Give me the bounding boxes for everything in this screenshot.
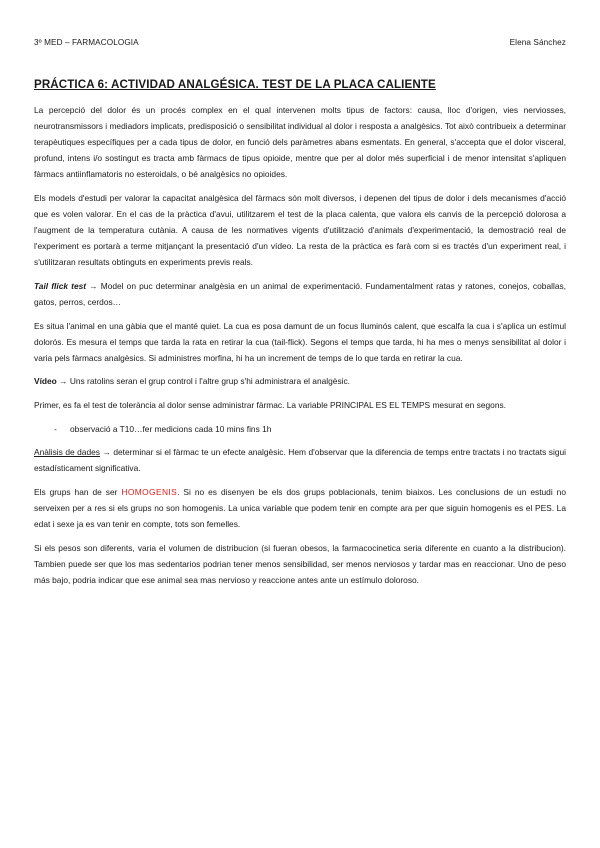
tail-flick-term: Tail flick test [34, 280, 87, 291]
tail-flick-text: → Model on puc determinar analgèsia en un animal de experimentació. Fundamentalment ratas y ratones, conejos, coballas, gatos, perros, cerdos… [34, 280, 566, 308]
page-title: PRÁCTICA 6: ACTIVIDAD ANALGÉSICA. TEST DE LA PLACA CALIENTE [34, 78, 436, 91]
video-text: → Uns ratolins seran el grup control i l'altre grup s'hi administrara el analgèsic. [56, 376, 351, 387]
paragraph-intro: La percepció del dolor és un procés complex en el qual intervenen molts tipus de factors: causa, lloc d'origen, vies nerviosses, neurotransmissors i mediadors implicats, predisposició o sensibilitat individual al dolor i resposta a analgèsics. Tot això contribueix a determinar terapèutiques específiques per a cada tipus de dolor, en funció dels paràmetres abans esmentats. En general, s'accepta que el dolor visceral, profund, intens i/o sostingut es tracta amb fàrmacs de tipus opioide, mentre que per al dolor més superficial i de menor intensitat s'apliquen fàrmacs antiinflamatoris no esteroidals, o bé analgèsics no opioides. [34, 105, 566, 180]
paragraph-tail-flick [34, 278, 566, 310]
author-name: Elena Sánchez [509, 38, 566, 47]
paragraph-procedure: Es situa l'animal en una gàbia que el manté quiet. La cua es posa damunt de un focus lluminós calent, que escalfa la cua i s'aplica un estímul dolorós. Es mesura el temps que tarda la rata en retirar la cua (tail-flick). Segons el temps que tarda, hi ha mes o menys sensibilitat al dolor i varia pels fàrmacs analgèsics. Si administres morfina, hi ha un increment de temps de lo que tarda en retirar la cua. [34, 320, 566, 363]
paragraph-tolerance: Primer, es fa el test de tolerància al dolor sense administrar fàrmac. La variable PRINCIPAL ES EL TEMPS mesurat en segons. [34, 400, 506, 410]
course-label: 3º MED – FARMACOLOGIA [34, 38, 139, 47]
bullet-text: observació a T10…fer medicions cada 10 mins fins 1h [70, 423, 272, 434]
bullet-item [34, 421, 566, 437]
paragraph-weights: Si els pesos son diferents, varia el volumen de distribucion (si fueran obesos, la farmacocinetica seria diferente en cuanto a la distribucion). Tambien puede ser que los mas sedentarios podrian tener menos sensibilidad, ser menos nerviosos y tardar mas en reaccionar. Uno de peso más bajo, podria indicar que ese animal sea mas nervioso y reaccione antes ante un estímulo doloroso. [34, 542, 566, 585]
data-analysis-text: → determinar si el fàrmac te un efecte analgèsic. Hem d'observar que la diferencia de temps entre tractats i no tractats sigui estadísticament significativa. [34, 447, 566, 474]
groups-text-end: . Si no es disenyen be els dos grups poblacionals, tenim biaixos. Les conclusions de un estudi no serveixen per a res si els grups no son homogenis. La unica variable que podem tenir en compte ara per que siguin homogenis es el PES. La edat i sexe ja es van tenir en compte, tots son femelles. [34, 486, 566, 530]
video-term: Vídeo [34, 376, 57, 387]
bullet-dash: - [54, 423, 57, 434]
paragraph-models: Els models d'estudi per valorar la capacitat analgèsica del fàrmacs són molt diversos, i depenen del tipus de dolor i dels mecanismes d'acció que es volen valorar. En el cas de la pràctica d'avui, utilitzarem el test de la placa calenta, que valora els canvis de la percepció dolorosa a l'augment de la temperatura cutània. A causa de les normatives vigents d'utilització d'animals d'experimentació, la demostració real de l'experiment es portarà a terme mitjançant la presentació d'un vídeo. La resta de la pràctica es farà com si es tractés d'un experiment real, i s'utilitzaran resultats obtinguts en experiments previs reals. [34, 192, 566, 268]
groups-text-start: Els grups han de ser [34, 486, 122, 497]
homogenis-highlight: HOMOGENIS [121, 486, 178, 497]
paragraph-homogeneous-groups [34, 484, 566, 532]
paragraph-data-analysis [34, 444, 566, 476]
document-body [34, 102, 566, 595]
data-analysis-term: Anàlisis de dades [34, 447, 100, 458]
paragraph-video [34, 373, 566, 389]
page-header [34, 38, 566, 47]
